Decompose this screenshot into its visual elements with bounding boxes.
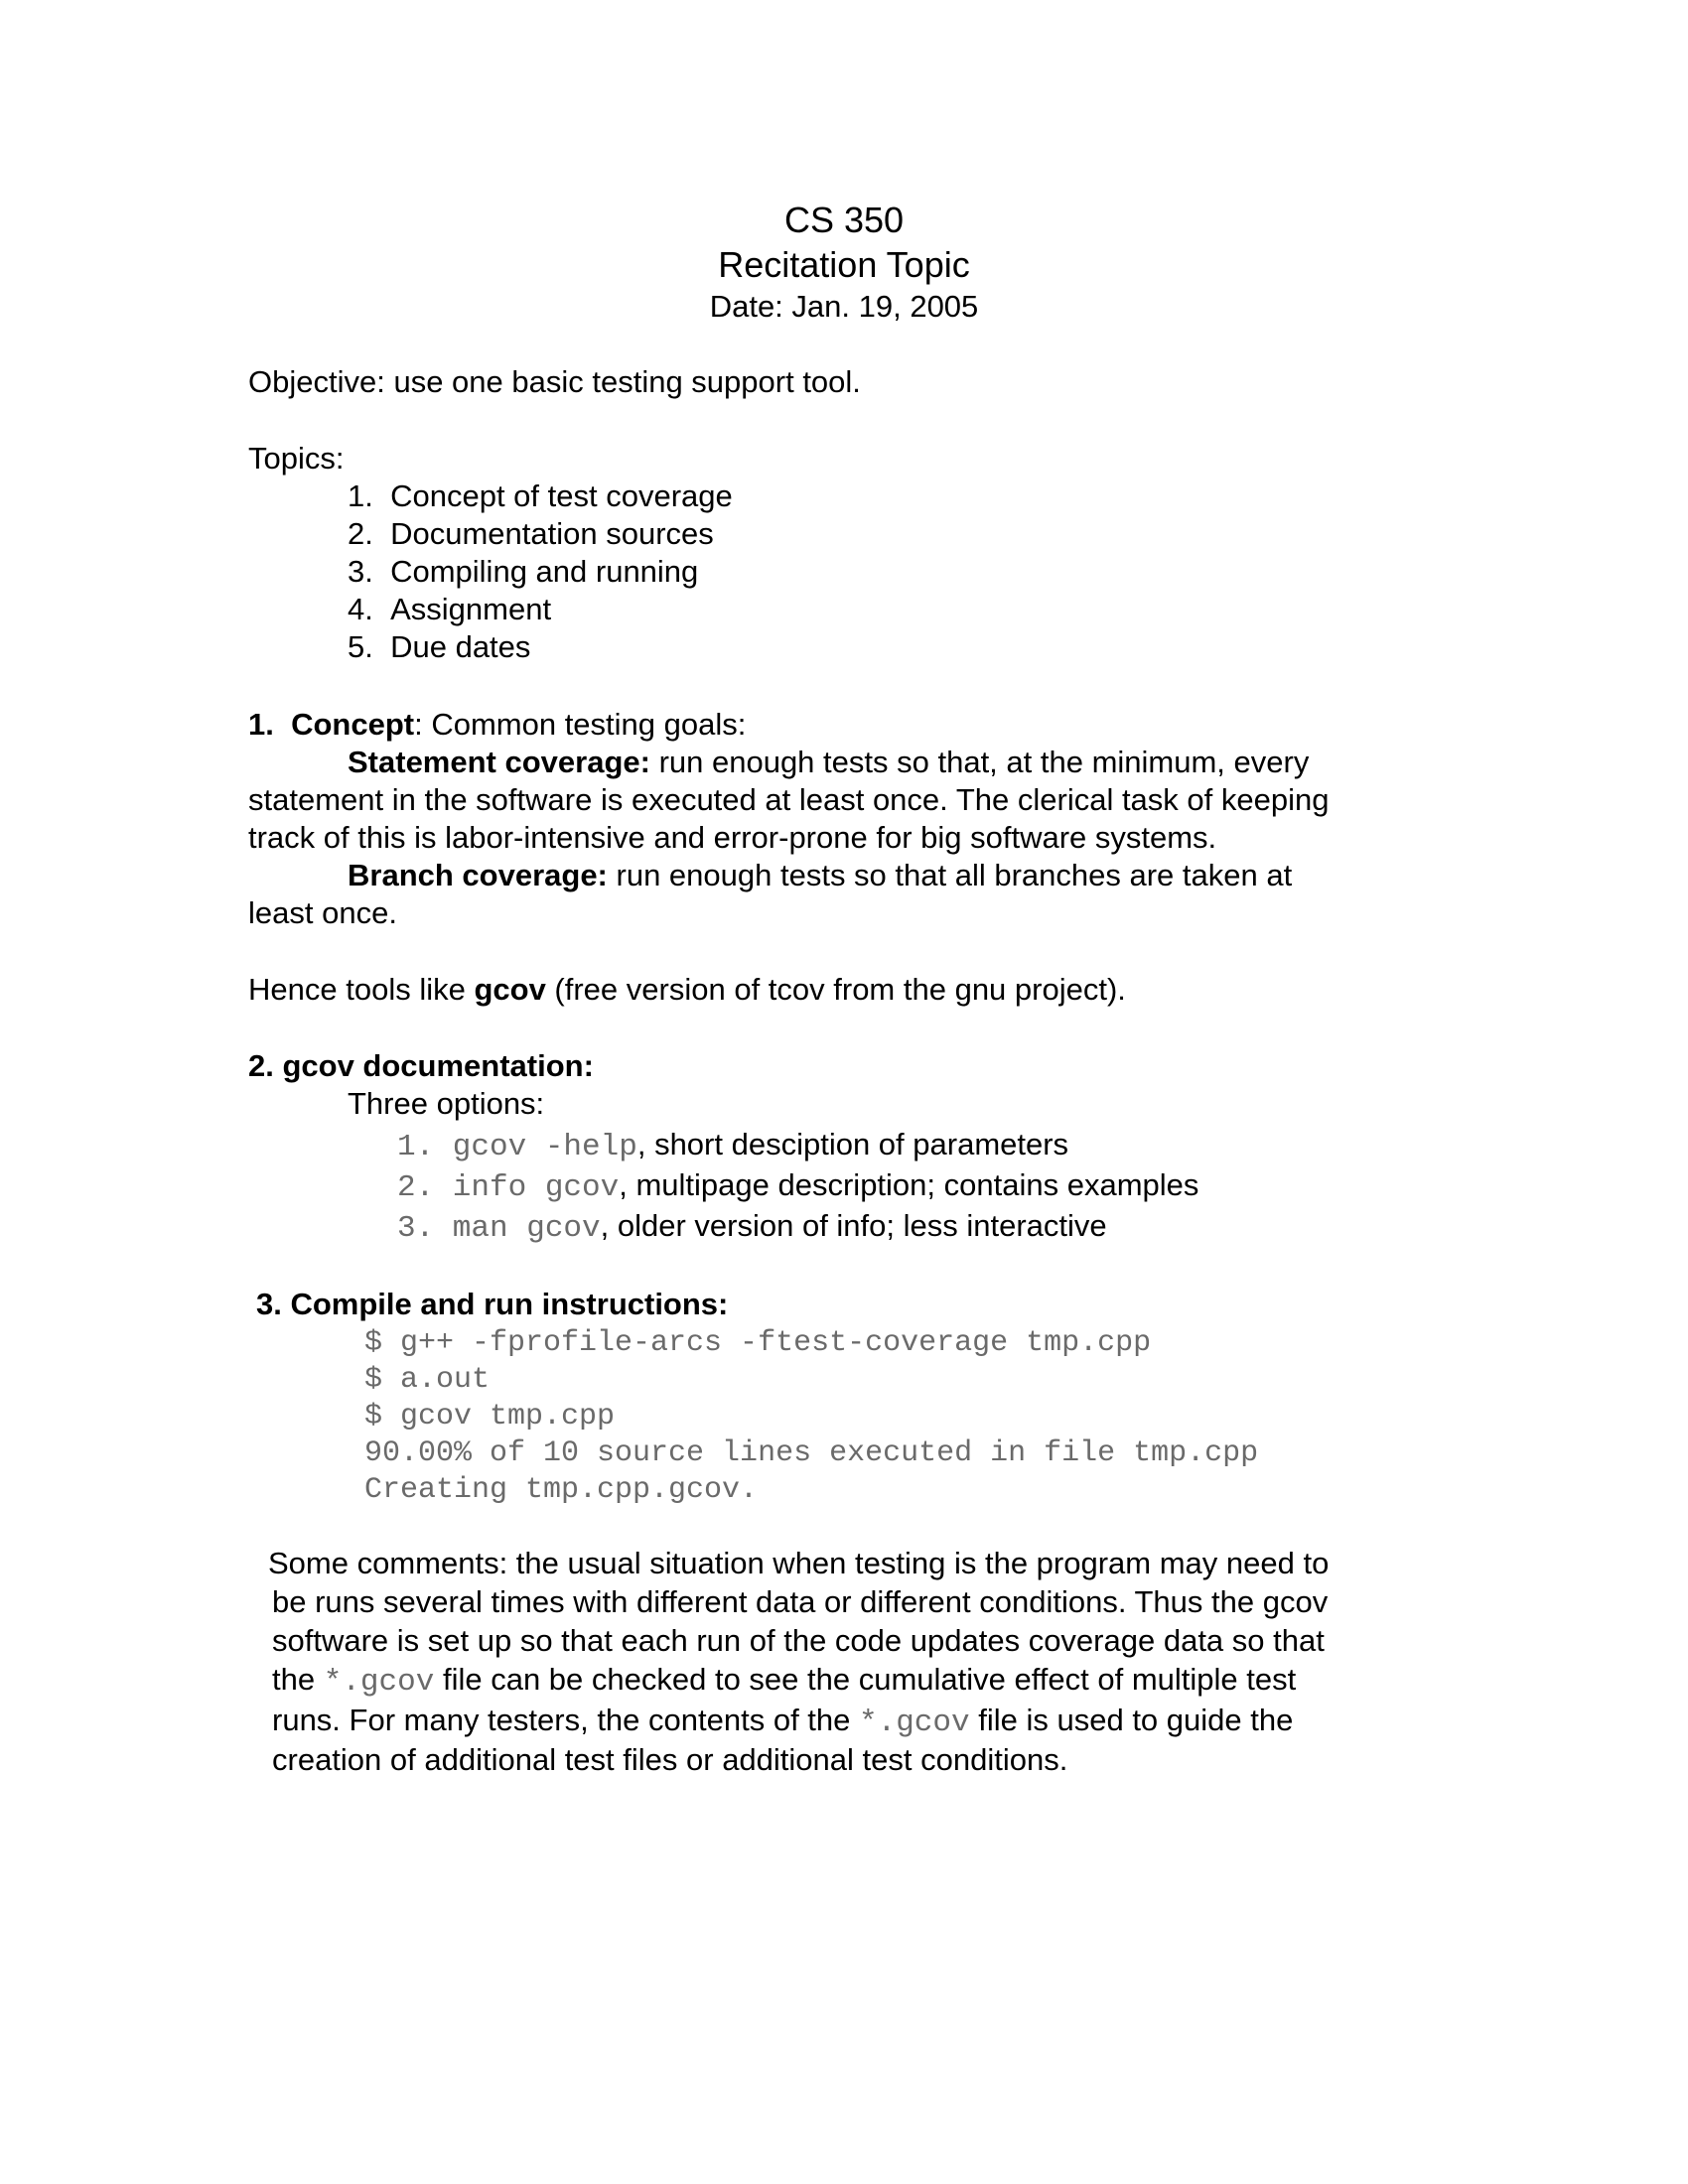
list-number: 4. bbox=[348, 592, 373, 626]
hence-line bbox=[248, 971, 1126, 1008]
option-code: 2. info gcov bbox=[397, 1170, 620, 1205]
list-item bbox=[348, 591, 551, 627]
list-number: 2. bbox=[348, 516, 373, 551]
option-code: 3. man gcov bbox=[397, 1211, 601, 1246]
section-3-heading: 3. Compile and run instructions: bbox=[256, 1287, 729, 1321]
objective: Objective: use one basic testing support tool. bbox=[248, 364, 861, 399]
hence-post: (free version of tcov from the gnu project). bbox=[545, 972, 1126, 1007]
statement-coverage-text: run enough tests so that, at the minimum, every bbox=[649, 745, 1310, 779]
comment-line bbox=[272, 1661, 1296, 1701]
date-line: Date: Jan. 19, 2005 bbox=[709, 289, 979, 324]
option-item bbox=[397, 1207, 1107, 1247]
comment-text: file can be checked to see the cumulative effect of multiple test bbox=[434, 1662, 1297, 1697]
branch-coverage-label: Branch coverage: bbox=[348, 858, 608, 892]
option-code: 1. gcov -help bbox=[397, 1130, 637, 1164]
inline-code: *.gcov bbox=[323, 1665, 435, 1700]
code-line: $ g++ -fprofile-arcs -ftest-coverage tmp.cpp bbox=[364, 1326, 1152, 1360]
comment-text: runs. For many testers, the contents of the bbox=[272, 1703, 859, 1737]
section-subtitle: : Common testing goals: bbox=[414, 707, 747, 742]
list-text: Documentation sources bbox=[390, 516, 714, 551]
option-text: , multipage description; contains examples bbox=[619, 1167, 1199, 1202]
list-item bbox=[348, 553, 698, 590]
page-title: Recitation Topic bbox=[718, 244, 970, 285]
section-title: Concept bbox=[291, 707, 415, 742]
option-item bbox=[397, 1126, 1068, 1165]
statement-coverage-label: Statement coverage: bbox=[348, 745, 650, 779]
option-item bbox=[397, 1166, 1198, 1206]
comment-line bbox=[272, 1702, 1293, 1741]
code-line: $ gcov tmp.cpp bbox=[364, 1400, 616, 1433]
list-text: Compiling and running bbox=[390, 554, 699, 589]
code-line: Creating tmp.cpp.gcov. bbox=[364, 1473, 759, 1507]
list-text: Assignment bbox=[390, 592, 552, 626]
hence-pre: Hence tools like bbox=[248, 972, 475, 1007]
comment-text: the bbox=[272, 1662, 324, 1697]
branch-coverage-cont: least once. bbox=[248, 895, 397, 930]
comment-line: creation of additional test files or additional test conditions. bbox=[272, 1742, 1068, 1777]
list-item bbox=[348, 628, 530, 665]
topics-label: Topics: bbox=[248, 441, 345, 476]
list-item bbox=[348, 478, 733, 514]
section-2-heading: 2. gcov documentation: bbox=[248, 1048, 594, 1083]
branch-coverage-text: run enough tests so that all branches are taken at bbox=[607, 858, 1293, 892]
list-number: 3. bbox=[348, 554, 373, 589]
comment-line: Some comments: the usual situation when testing is the program may need to bbox=[268, 1546, 1330, 1580]
list-item bbox=[348, 515, 714, 552]
code-line: 90.00% of 10 source lines executed in file tmp.cpp bbox=[364, 1436, 1259, 1470]
list-text: Due dates bbox=[390, 629, 531, 664]
course-code: CS 350 bbox=[783, 200, 905, 240]
statement-coverage-cont-2: track of this is labor-intensive and error-prone for big software systems. bbox=[248, 820, 1217, 855]
list-number: 5. bbox=[348, 629, 373, 664]
inline-code: *.gcov bbox=[859, 1706, 970, 1740]
section-1-heading bbox=[248, 706, 746, 743]
list-text: Concept of test coverage bbox=[390, 478, 733, 513]
option-text: , older version of info; less interactive bbox=[600, 1208, 1107, 1243]
code-line: $ a.out bbox=[364, 1363, 491, 1397]
option-text: , short desciption of parameters bbox=[636, 1127, 1069, 1161]
section-number: 1. bbox=[248, 707, 274, 742]
options-intro: Three options: bbox=[348, 1086, 545, 1121]
list-number: 1. bbox=[348, 478, 373, 513]
comment-line: be runs several times with different data or different conditions. Thus the gcov bbox=[272, 1584, 1329, 1619]
branch-coverage-line bbox=[348, 857, 1292, 893]
comment-line: software is set up so that each run of the code updates coverage data so that bbox=[272, 1623, 1325, 1658]
comment-text: file is used to guide the bbox=[969, 1703, 1294, 1737]
statement-coverage-cont-1: statement in the software is executed at least once. The clerical task of keeping bbox=[248, 782, 1330, 817]
statement-coverage-line bbox=[348, 744, 1309, 780]
hence-bold: gcov bbox=[474, 972, 546, 1007]
